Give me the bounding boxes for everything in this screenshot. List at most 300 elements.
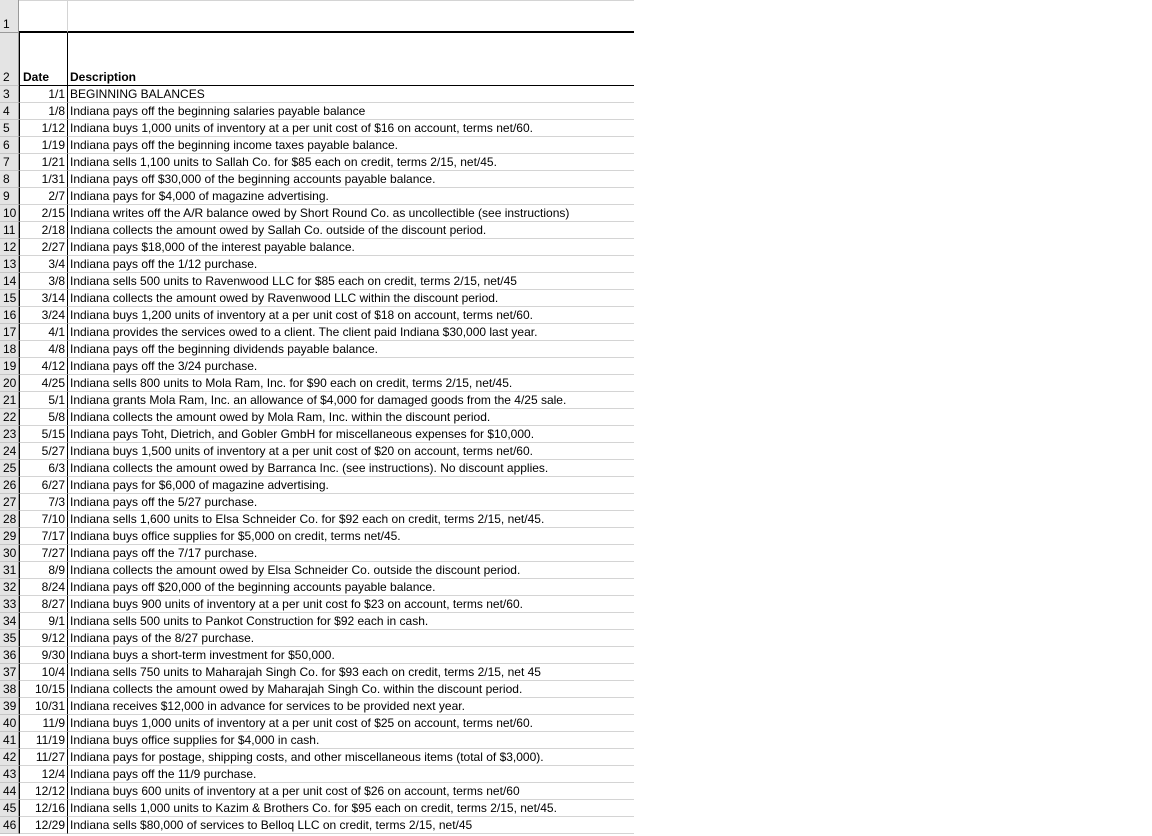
description-value: Indiana collects the amount owed by Mola Ram, Inc. within the discount period.: [70, 410, 491, 424]
date-value: 6/3: [48, 461, 65, 475]
row-header[interactable]: [0, 239, 19, 256]
row-number: 38: [3, 682, 17, 696]
row-number: 27: [3, 495, 17, 509]
row-header[interactable]: [0, 205, 19, 222]
date-cell[interactable]: [19, 443, 68, 460]
table-row: [0, 358, 634, 375]
description-cell[interactable]: [68, 103, 634, 120]
date-cell[interactable]: [19, 120, 68, 137]
description-cell[interactable]: [68, 341, 634, 358]
date-value: 5/15: [41, 427, 65, 441]
description-value: Indiana pays off the 7/17 purchase.: [70, 546, 258, 560]
date-value: 12/29: [34, 818, 65, 832]
row-number: 14: [3, 274, 17, 288]
row-number: 35: [3, 631, 17, 645]
description-cell[interactable]: [68, 528, 634, 545]
date-value: 4/8: [48, 342, 65, 356]
date-value: 7/17: [41, 529, 65, 543]
description-cell[interactable]: [68, 800, 634, 817]
table-row: [0, 273, 634, 290]
table-row: [0, 154, 634, 171]
row-header[interactable]: [0, 715, 19, 732]
description-cell[interactable]: [68, 732, 634, 749]
row-number: 20: [3, 376, 17, 390]
row-number: 16: [3, 308, 17, 322]
description-cell[interactable]: [68, 647, 634, 664]
description-value: Indiana grants Mola Ram, Inc. an allowance of $4,000 for damaged goods from the 4/25 sale.: [70, 393, 567, 407]
row-number: 26: [3, 478, 17, 492]
date-cell[interactable]: [19, 562, 68, 579]
date-value: 5/27: [41, 444, 65, 458]
description-value: Indiana pays off the beginning income taxes payable balance.: [70, 138, 399, 152]
description-value: Indiana buys 1,000 units of inventory at a per unit cost of $25 on account, terms net/60.: [70, 716, 533, 730]
table-row: [0, 324, 634, 341]
date-value: 8/27: [41, 597, 65, 611]
row-number: 13: [3, 257, 17, 271]
date-value: 7/27: [41, 546, 65, 560]
row-header[interactable]: [0, 783, 19, 800]
description-value: Indiana pays off the beginning salaries payable balance: [70, 104, 366, 118]
date-value: 4/12: [41, 359, 65, 373]
description-value: Indiana buys 900 units of inventory at a per unit cost fo $23 on account, terms net/60.: [70, 597, 523, 611]
row-number: 1: [3, 17, 10, 31]
date-cell[interactable]: [19, 375, 68, 392]
row-number: 44: [3, 784, 17, 798]
row-header[interactable]: [0, 86, 19, 103]
date-cell[interactable]: [19, 205, 68, 222]
date-value: 6/27: [41, 478, 65, 492]
description-cell[interactable]: [68, 460, 634, 477]
table-row: [0, 494, 634, 511]
date-value: 1/19: [41, 138, 65, 152]
date-cell[interactable]: [19, 800, 68, 817]
row-header-1[interactable]: [0, 0, 19, 33]
description-value: Indiana pays off the 11/9 purchase.: [70, 767, 257, 781]
table-row: [0, 120, 634, 137]
date-cell[interactable]: [19, 426, 68, 443]
description-value: Indiana collects the amount owed by Elsa Schneider Co. outside the discount period.: [70, 563, 521, 577]
row-header[interactable]: [0, 392, 19, 409]
row-number: 3: [3, 87, 10, 101]
row-number: 21: [3, 393, 17, 407]
row-header[interactable]: [0, 358, 19, 375]
description-cell[interactable]: [68, 698, 634, 715]
date-cell[interactable]: [19, 732, 68, 749]
date-cell[interactable]: [19, 358, 68, 375]
description-value: Indiana pays off the 1/12 purchase.: [70, 257, 258, 271]
description-cell[interactable]: [68, 766, 634, 783]
date-cell[interactable]: [19, 698, 68, 715]
description-value: Indiana pays $18,000 of the interest payable balance.: [70, 240, 355, 254]
row-number: 11: [3, 223, 16, 237]
date-cell[interactable]: [19, 222, 68, 239]
row-number: 32: [3, 580, 17, 594]
sheet-row-1: [0, 0, 634, 33]
description-cell[interactable]: [68, 630, 634, 647]
date-cell[interactable]: [19, 171, 68, 188]
date-value: 1/1: [48, 87, 65, 101]
table-row: [0, 171, 634, 188]
date-cell[interactable]: [19, 409, 68, 426]
date-cell[interactable]: [19, 273, 68, 290]
table-row: [0, 511, 634, 528]
row-header[interactable]: [0, 171, 19, 188]
description-value: Indiana sells 750 units to Maharajah Singh Co. for $93 each on credit, terms 2/15, net 45: [70, 665, 541, 679]
row-header[interactable]: [0, 562, 19, 579]
table-row: [0, 579, 634, 596]
table-row: [0, 562, 634, 579]
description-value: Indiana pays for postage, shipping costs, and other miscellaneous items (total of $3,000).: [70, 750, 544, 764]
table-row: [0, 222, 634, 239]
description-cell[interactable]: [68, 205, 634, 222]
description-value: Indiana collects the amount owed by Maharajah Singh Co. within the discount period.: [70, 682, 523, 696]
table-row: [0, 290, 634, 307]
date-value: 12/16: [34, 801, 65, 815]
date-value: 12/12: [34, 784, 65, 798]
date-value: 11/27: [35, 750, 65, 764]
date-value: 7/10: [41, 512, 65, 526]
description-value: Indiana buys 600 units of inventory at a per unit cost of $26 on account, terms net/60: [70, 784, 520, 798]
table-row: [0, 477, 634, 494]
row-header[interactable]: [0, 222, 19, 239]
row-header[interactable]: [0, 290, 19, 307]
date-cell[interactable]: [19, 477, 68, 494]
date-value: 9/30: [41, 648, 65, 662]
row-number: 19: [3, 359, 17, 373]
description-cell[interactable]: [68, 188, 634, 205]
description-cell[interactable]: [68, 120, 634, 137]
date-value: 9/1: [48, 614, 65, 628]
row-header[interactable]: [0, 273, 19, 290]
date-value: 1/8: [48, 104, 65, 118]
date-cell[interactable]: [19, 528, 68, 545]
date-cell[interactable]: [19, 86, 68, 103]
date-cell[interactable]: [19, 647, 68, 664]
date-value: 8/9: [48, 563, 65, 577]
description-value: Indiana sells 1,100 units to Sallah Co. for $85 each on credit, terms 2/15, net/45.: [70, 155, 497, 169]
row-header[interactable]: [0, 103, 19, 120]
description-value: Indiana collects the amount owed by Ravenwood LLC within the discount period.: [70, 291, 499, 305]
description-cell[interactable]: [68, 749, 634, 766]
date-value: 10/15: [34, 682, 65, 696]
table-row: [0, 86, 634, 103]
date-cell[interactable]: [19, 392, 68, 409]
cell-a1[interactable]: [19, 0, 68, 33]
table-row: [0, 698, 634, 715]
table-row: [0, 460, 634, 477]
row-header[interactable]: [0, 443, 19, 460]
row-number: 39: [3, 699, 17, 713]
description-value: Indiana pays Toht, Dietrich, and Gobler GmbH for miscellaneous expenses for $10,000.: [70, 427, 535, 441]
date-cell[interactable]: [19, 545, 68, 562]
table-row: [0, 409, 634, 426]
row-header[interactable]: [0, 494, 19, 511]
table-row: [0, 239, 634, 256]
date-value: 10/31: [34, 699, 65, 713]
row-header[interactable]: [0, 613, 19, 630]
row-header[interactable]: [0, 647, 19, 664]
description-value: Indiana sells 500 units to Ravenwood LLC for $85 each on credit, terms 2/15, net/45: [70, 274, 517, 288]
description-value: Indiana pays of the 8/27 purchase.: [70, 631, 255, 645]
date-value: 1/21: [41, 155, 65, 169]
date-value: 1/12: [41, 121, 65, 135]
row-header[interactable]: [0, 528, 19, 545]
date-value: 2/18: [41, 223, 65, 237]
row-number: 30: [3, 546, 17, 560]
date-cell[interactable]: [19, 460, 68, 477]
description-cell[interactable]: [68, 596, 634, 613]
description-cell[interactable]: [68, 477, 634, 494]
description-cell[interactable]: [68, 375, 634, 392]
table-row: [0, 783, 634, 800]
description-value: Indiana sells 1,000 units to Kazim & Brothers Co. for $95 each on credit, terms 2/15, net/45.: [70, 801, 557, 815]
date-cell[interactable]: [19, 715, 68, 732]
date-value: 7/3: [48, 495, 65, 509]
date-cell[interactable]: [19, 154, 68, 171]
description-value: Indiana pays off the 5/27 purchase.: [70, 495, 258, 509]
row-number: 29: [3, 529, 17, 543]
row-header[interactable]: [0, 664, 19, 681]
description-cell[interactable]: [68, 426, 634, 443]
description-cell[interactable]: [68, 613, 634, 630]
row-number: 23: [3, 427, 17, 441]
date-value: 5/1: [48, 393, 65, 407]
row-number: 43: [3, 767, 17, 781]
date-cell[interactable]: [19, 613, 68, 630]
date-value: 2/7: [48, 189, 65, 203]
description-cell[interactable]: [68, 307, 634, 324]
row-header-2[interactable]: [0, 33, 19, 86]
description-cell[interactable]: [68, 171, 634, 188]
row-header[interactable]: [0, 307, 19, 324]
row-header[interactable]: [0, 120, 19, 137]
table-row: [0, 375, 634, 392]
table-row: [0, 647, 634, 664]
table-row: [0, 137, 634, 154]
row-number: 5: [3, 121, 10, 135]
date-cell[interactable]: [19, 324, 68, 341]
row-header[interactable]: [0, 460, 19, 477]
description-value: Indiana pays for $6,000 of magazine advertising.: [70, 478, 329, 492]
description-cell[interactable]: [68, 494, 634, 511]
date-cell[interactable]: [19, 307, 68, 324]
date-cell[interactable]: [19, 681, 68, 698]
description-cell[interactable]: [68, 817, 634, 834]
description-cell[interactable]: [68, 324, 634, 341]
description-cell[interactable]: [68, 545, 634, 562]
date-cell[interactable]: [19, 341, 68, 358]
row-number: 22: [3, 410, 17, 424]
table-row: [0, 800, 634, 817]
row-header[interactable]: [0, 596, 19, 613]
table-row: [0, 749, 634, 766]
table-row: [0, 341, 634, 358]
table-row: [0, 613, 634, 630]
row-header[interactable]: [0, 324, 19, 341]
table-row: [0, 766, 634, 783]
date-cell[interactable]: [19, 749, 68, 766]
description-cell[interactable]: [68, 409, 634, 426]
row-header[interactable]: [0, 630, 19, 647]
date-value: 2/15: [41, 206, 65, 220]
date-value: 3/24: [41, 308, 65, 322]
description-value: Indiana sells 1,600 units to Elsa Schneider Co. for $92 each on credit, terms 2/15, net/45.: [70, 512, 545, 526]
row-header[interactable]: [0, 817, 19, 834]
description-cell[interactable]: [68, 86, 634, 103]
date-cell[interactable]: [19, 290, 68, 307]
row-header[interactable]: [0, 545, 19, 562]
description-cell[interactable]: [68, 290, 634, 307]
table-row: [0, 443, 634, 460]
row-header[interactable]: [0, 511, 19, 528]
date-value: 12/4: [41, 767, 65, 781]
date-value: 1/31: [41, 172, 65, 186]
row-number: 9: [3, 189, 10, 203]
description-cell[interactable]: [68, 137, 634, 154]
row-number: 17: [3, 325, 17, 339]
description-cell[interactable]: [68, 222, 634, 239]
description-cell[interactable]: [68, 579, 634, 596]
row-header[interactable]: [0, 732, 19, 749]
description-value: Indiana buys 1,200 units of inventory at a per unit cost of $18 on account, terms net/60.: [70, 308, 533, 322]
table-row: [0, 307, 634, 324]
description-cell[interactable]: [68, 562, 634, 579]
description-value: Indiana receives $12,000 in advance for services to be provided next year.: [70, 699, 465, 713]
row-header[interactable]: [0, 137, 19, 154]
date-value: 9/12: [41, 631, 65, 645]
description-cell[interactable]: [68, 511, 634, 528]
date-cell[interactable]: [19, 511, 68, 528]
description-column-header[interactable]: Description: [68, 33, 634, 86]
date-value: 3/14: [41, 291, 65, 305]
description-cell[interactable]: [68, 443, 634, 460]
row-header[interactable]: [0, 256, 19, 273]
row-number: 2: [3, 70, 10, 84]
table-row: [0, 392, 634, 409]
row-header[interactable]: [0, 426, 19, 443]
row-number: 10: [3, 206, 17, 220]
row-number: 18: [3, 342, 17, 356]
description-cell[interactable]: [68, 715, 634, 732]
table-row: [0, 103, 634, 120]
date-value: 3/8: [48, 274, 65, 288]
description-value: Indiana sells 500 units to Pankot Construction for $92 each in cash.: [70, 614, 429, 628]
description-cell[interactable]: [68, 783, 634, 800]
row-header[interactable]: [0, 341, 19, 358]
description-cell[interactable]: [68, 392, 634, 409]
date-cell[interactable]: [19, 630, 68, 647]
date-value: 4/1: [48, 325, 65, 339]
date-cell[interactable]: [19, 817, 68, 834]
description-cell[interactable]: [68, 358, 634, 375]
date-cell[interactable]: [19, 494, 68, 511]
row-number: 31: [3, 563, 17, 577]
description-cell[interactable]: [68, 273, 634, 290]
date-cell[interactable]: [19, 188, 68, 205]
description-value: Indiana pays off the 3/24 purchase.: [70, 359, 258, 373]
row-number: 25: [3, 461, 17, 475]
description-value: Indiana buys office supplies for $4,000 in cash.: [70, 733, 320, 747]
row-number: 28: [3, 512, 17, 526]
description-value: Indiana pays off the beginning dividends payable balance.: [70, 342, 379, 356]
table-row: [0, 596, 634, 613]
table-row: [0, 545, 634, 562]
sheet-row-2-header: [0, 33, 634, 86]
date-cell[interactable]: [19, 579, 68, 596]
date-value: 10/4: [41, 665, 65, 679]
date-cell[interactable]: [19, 256, 68, 273]
row-header[interactable]: [0, 749, 19, 766]
row-header[interactable]: [0, 477, 19, 494]
description-value: Indiana buys 1,500 units of inventory at a per unit cost of $20 on account, terms net/60.: [70, 444, 533, 458]
row-number: 42: [3, 750, 17, 764]
description-value: BEGINNING BALANCES: [70, 87, 205, 101]
table-row: [0, 528, 634, 545]
description-value: Indiana collects the amount owed by Barranca Inc. (see instructions). No discount applies.: [70, 461, 549, 475]
row-header[interactable]: [0, 375, 19, 392]
table-row: [0, 426, 634, 443]
description-value: Indiana provides the services owed to a client. The client paid Indiana $30,000 last year.: [70, 325, 538, 339]
row-number: 8: [3, 172, 10, 186]
row-number: 46: [3, 818, 17, 832]
description-value: Indiana sells 800 units to Mola Ram, Inc. for $90 each on credit, terms 2/15, net/45.: [70, 376, 513, 390]
description-value: Indiana writes off the A/R balance owed by Short Round Co. as uncollectible (see instructions): [70, 206, 570, 220]
date-column-header[interactable]: Date: [19, 33, 68, 86]
row-number: 45: [3, 801, 17, 815]
row-number: 6: [3, 138, 10, 152]
row-header[interactable]: [0, 579, 19, 596]
description-value: Indiana pays off $30,000 of the beginning accounts payable balance.: [70, 172, 436, 186]
date-cell[interactable]: [19, 664, 68, 681]
table-row: [0, 664, 634, 681]
row-header[interactable]: [0, 409, 19, 426]
date-cell[interactable]: [19, 239, 68, 256]
row-number: 41: [3, 733, 17, 747]
table-row: [0, 205, 634, 222]
table-row: [0, 732, 634, 749]
row-number: 33: [3, 597, 17, 611]
row-header[interactable]: [0, 681, 19, 698]
date-value: 8/24: [41, 580, 65, 594]
row-header[interactable]: [0, 154, 19, 171]
row-number: 7: [3, 155, 10, 169]
row-number: 12: [3, 240, 17, 254]
row-header[interactable]: [0, 698, 19, 715]
description-cell[interactable]: [68, 154, 634, 171]
row-number: 15: [3, 291, 17, 305]
row-header[interactable]: [0, 766, 19, 783]
row-header[interactable]: [0, 800, 19, 817]
date-cell[interactable]: [19, 766, 68, 783]
table-row: [0, 256, 634, 273]
description-value: Indiana pays for $4,000 of magazine advertising.: [70, 189, 329, 203]
description-cell[interactable]: [68, 239, 634, 256]
table-row: [0, 188, 634, 205]
date-cell[interactable]: [19, 137, 68, 154]
description-cell[interactable]: [68, 256, 634, 273]
description-cell[interactable]: [68, 681, 634, 698]
row-number: 4: [3, 104, 10, 118]
date-cell[interactable]: [19, 103, 68, 120]
date-value: 3/4: [48, 257, 65, 271]
date-cell[interactable]: [19, 596, 68, 613]
table-row: [0, 681, 634, 698]
date-cell[interactable]: [19, 783, 68, 800]
description-cell[interactable]: [68, 664, 634, 681]
row-header[interactable]: [0, 188, 19, 205]
description-value: Indiana buys a short-term investment for $50,000.: [70, 648, 335, 662]
cell-b1[interactable]: [68, 0, 634, 33]
